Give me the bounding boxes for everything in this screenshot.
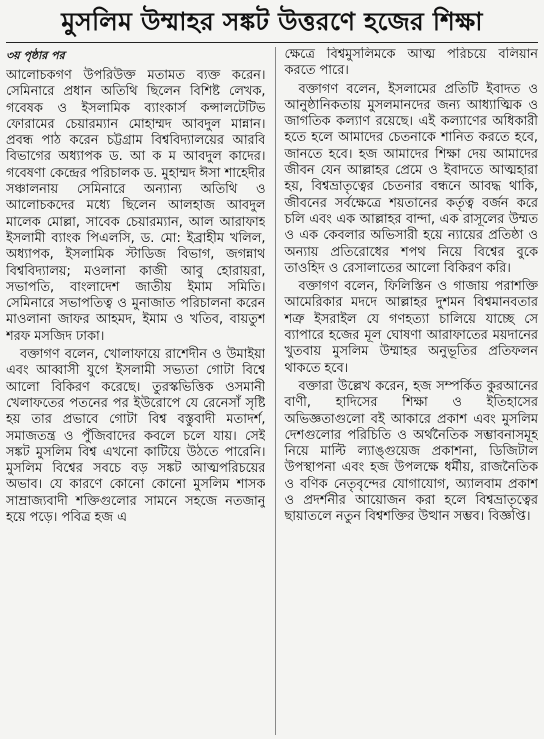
paragraph: আলোচকগণ উপরিউক্ত মতামত ব্যক্ত করেন। সেমিনারে প্রধান অতিথি ছিলেন বিশিষ্ট লেখক, গবেষক ও ইসলামিক ব্যাংকার্স কন্সালটেটিভ ফোরামের চেয়ারম্যান মোহাম্মদ আবদুল মান্নান। প্রবন্ধ পাঠ করেন চট্টগ্রাম বিশ্ববিদ্যালয়ের আরবি বিভাগের অধ্যাপক ড. আ ক ম আবদুল কাদের। গবেষণা কেন্দ্রের পরিচালক ড. মুহাম্মদ ঈসা শাহেদীর সঞ্চালনায় সেমিনারে অন্যান্য অতিথি ও আলোচকদের মধ্যে ছিলেন আলহাজ আবদুল মালেক মোল্লা, সাবেক চেয়ারম্যান, আল আরাফাহ ইসলামী ব্যাংক পিএলসি, ড. মো: ইব্রাহীম খলিল, অধ্যাপক, ইসলামিক স্টাডিজ বিভাগ, জগন্নাথ বিশ্ববিদ্যালয়; মওলানা কাজী আবু হোরায়রা, সভাপতি, বাংলাদেশ জাতীয় ইমাম সমিতি। সেমিনারে সভাপতিত্ব ও মুনাজাত পরিচালনা করেন মাওলানা জাফর আহমদ, ইমাম ও খতিব, বায়তুশ শরফ মসজিদ ঢাকা। [6, 68, 266, 344]
paragraph: বক্তারা উল্লেখ করেন, হজ সম্পর্কিত কুরআনের বাণী, হাদিসের শিক্ষা ও ইতিহাসের অভিজ্ঞতাগুলো বই আকারে প্রকাশ এবং মুসলিম দেশগুলোর পরিচিতি ও অর্থনৈতিক সম্ভাবনাসমূহ নিয়ে মাল্টি ল্যাঙ্গুয়েজ প্রকাশনা, ডিজিটাল উপস্থাপনা এবং হজ উপলক্ষে ধর্মীয়, রাজনৈতিক ও বণিক নেতৃবৃন্দের যোগাযোগ, অ্যালবাম প্রকাশ ও প্রদর্শনীর আয়োজন করা হলে বিশ্বভ্রাতৃত্বের ছায়াতলে নতুন বিশ্বশক্তির উত্থান সম্ভব। বিজ্ঞপ্তি। [284, 378, 538, 525]
text-column-left [6, 47, 265, 735]
headline-divider [6, 42, 538, 43]
continued-from-label: ৩য় পৃষ্ঠার পর [6, 49, 65, 62]
text-column-right [275, 47, 538, 735]
paragraph: বক্তাগণ বলেন, খোলাফায়ে রাশেদীন ও উমাইয়া এবং আব্বাসী যুগে ইসলামী সভ্যতা গোটা বিশ্বে আলো বিকিরণ করেছে। তুরস্কভিত্তিক ওসমানী খেলাফতের পতনের পর ইউরোপে যে রেনেসাঁ সৃষ্টি হয় তার প্রভাবে গোটা বিশ্ব বস্তুবাদী মতাদর্শ, সমাজতন্ত্র ও পুঁজিবাদের কবলে চলে যায়। সেই সঙ্কট মুসলিম বিশ্ব এখনো কাটিয়ে উঠতে পারেনি। মুসলিম বিশ্বের সবচে বড় সঙ্কট আত্মপরিচয়ের অভাব। যে কারণে কোনো কোনো মুসলিম শাসক সাম্রাজ্যবাদী শক্তিগুলোর সামনে সহজে নতজানু হয়ে পড়ে। পবিত্র হজ এ [6, 347, 266, 526]
article-headline: মুসলিম উম্মাহর সঙ্কট উত্তরণে হজের শিক্ষা [61, 7, 483, 36]
paragraph: বক্তাগণ বলেন, ফিলিস্তিন ও গাজায় পরাশক্তি আমেরিকার মদদে আল্লাহর দুশমন বিশ্বমানবতার শত্রু ইসরাইল যে গণহত্যা চালিয়ে যাচ্ছে সে ব্যাপারে হজের মূল ঘোষণা আরাফাতের ময়দানের খুতবায় মুসলিম উম্মাহর অনুভূতির প্রতিফলন থাকতে হবে। [284, 279, 538, 376]
paragraph: বক্তাগণ বলেন, ইসলামের প্রতিটি ইবাদত ও আনুষ্ঠানিকতায় মুসলমানদের জন্য আধ্যাত্মিক ও জাগতিক কল্যাণ রয়েছে। এই কল্যাণের অধিকারী হতে হলে আমাদের চেতনাকে শানিত করতে হবে, জানতে হবে। হজ আমাদের শিক্ষা দেয় আমাদের জীবন যেন আল্লাহর প্রেমে ও ইবাদতে আত্মহারা হয়, বিশ্বভ্রাতৃত্বের চেতনার বন্ধনে আবদ্ধ থাকি, জীবনের সর্বক্ষেত্রে শয়তানের কর্তৃত্ব বর্জন করে চলি এবং এক আল্লাহর বান্দা, এক রাসূলের উম্মত ও এক কেবলার অভিসারী হয়ে ন্যায়ের প্রতিষ্ঠা ও অন্যায় প্রতিরোধের শপথ নিয়ে বিশ্বের বুকে তাওহিদ ও রেসালাতের আলো বিকিরণ করি। [284, 81, 538, 276]
paragraph: ক্ষেত্রে বিশ্বমুসলিমকে আত্ম পরিচয়ে বলিয়ান করতে পারে। [284, 47, 538, 79]
article-body [6, 47, 538, 735]
